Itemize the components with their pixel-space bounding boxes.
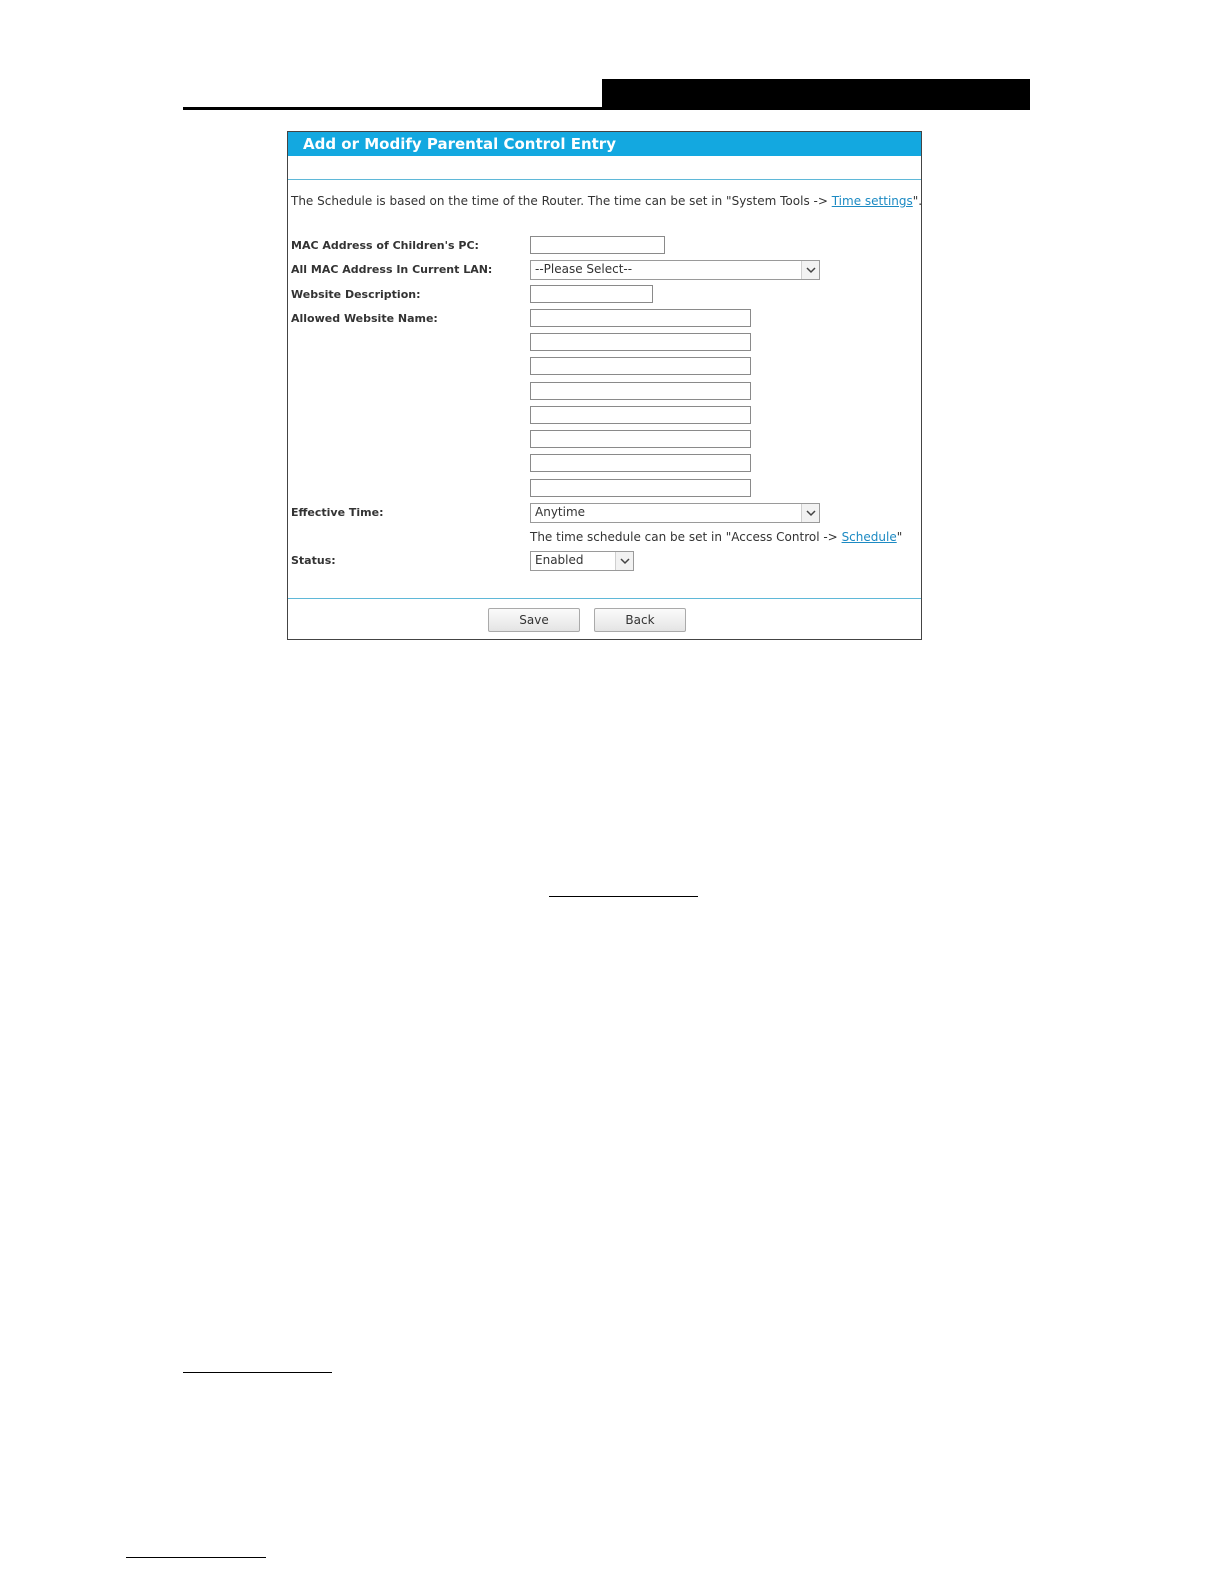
mac-address-input[interactable] xyxy=(530,236,665,254)
allowed-website-input-7[interactable] xyxy=(530,454,751,472)
footnote-rule xyxy=(126,1557,266,1558)
allowed-website-input-6[interactable] xyxy=(530,430,751,448)
chevron-down-icon xyxy=(801,261,819,279)
allowed-website-input-2[interactable] xyxy=(530,333,751,351)
divider xyxy=(288,179,921,180)
schedule-hint-end: " xyxy=(896,530,903,544)
allowed-website-input-5[interactable] xyxy=(530,406,751,424)
schedule-note-end: ". xyxy=(912,194,923,208)
all-mac-selected: --Please Select-- xyxy=(535,262,633,276)
schedule-note-text: The Schedule is based on the time of the Router. The time can be set in "System Tools -> xyxy=(291,194,832,208)
allowed-website-label: Allowed Website Name: xyxy=(291,312,438,325)
divider xyxy=(288,598,921,599)
website-description-label: Website Description: xyxy=(291,288,421,301)
allowed-website-input-4[interactable] xyxy=(530,382,751,400)
all-mac-label: All MAC Address In Current LAN: xyxy=(291,263,493,276)
allowed-website-input-1[interactable] xyxy=(530,309,751,327)
panel-title-bar xyxy=(288,132,921,156)
schedule-hint xyxy=(530,530,902,544)
status-selected: Enabled xyxy=(535,553,584,567)
panel-title: Add or Modify Parental Control Entry xyxy=(303,135,616,153)
back-button[interactable]: Back xyxy=(594,608,686,632)
chevron-down-icon xyxy=(801,504,819,522)
header-black-bar xyxy=(602,79,1030,110)
allowed-website-input-3[interactable] xyxy=(530,357,751,375)
chevron-down-icon xyxy=(615,552,633,570)
effective-time-select[interactable] xyxy=(530,503,820,523)
parental-control-panel xyxy=(287,131,922,640)
save-button[interactable]: Save xyxy=(488,608,580,632)
effective-time-selected: Anytime xyxy=(535,505,586,519)
schedule-note xyxy=(291,194,922,208)
allowed-website-input-8[interactable] xyxy=(530,479,751,497)
header-rule xyxy=(183,107,1030,110)
schedule-hint-text: The time schedule can be set in "Access Control -> xyxy=(530,530,842,544)
status-label: Status: xyxy=(291,554,336,567)
schedule-link[interactable]: Schedule xyxy=(841,530,897,544)
status-select[interactable] xyxy=(530,551,634,571)
footnote-rule xyxy=(549,896,698,897)
mac-address-label: MAC Address of Children's PC: xyxy=(291,239,479,252)
time-settings-link[interactable]: Time settings xyxy=(831,194,913,208)
effective-time-label: Effective Time: xyxy=(291,506,384,519)
footnote-rule xyxy=(183,1372,332,1373)
all-mac-select[interactable] xyxy=(530,260,820,280)
website-description-input[interactable] xyxy=(530,285,653,303)
